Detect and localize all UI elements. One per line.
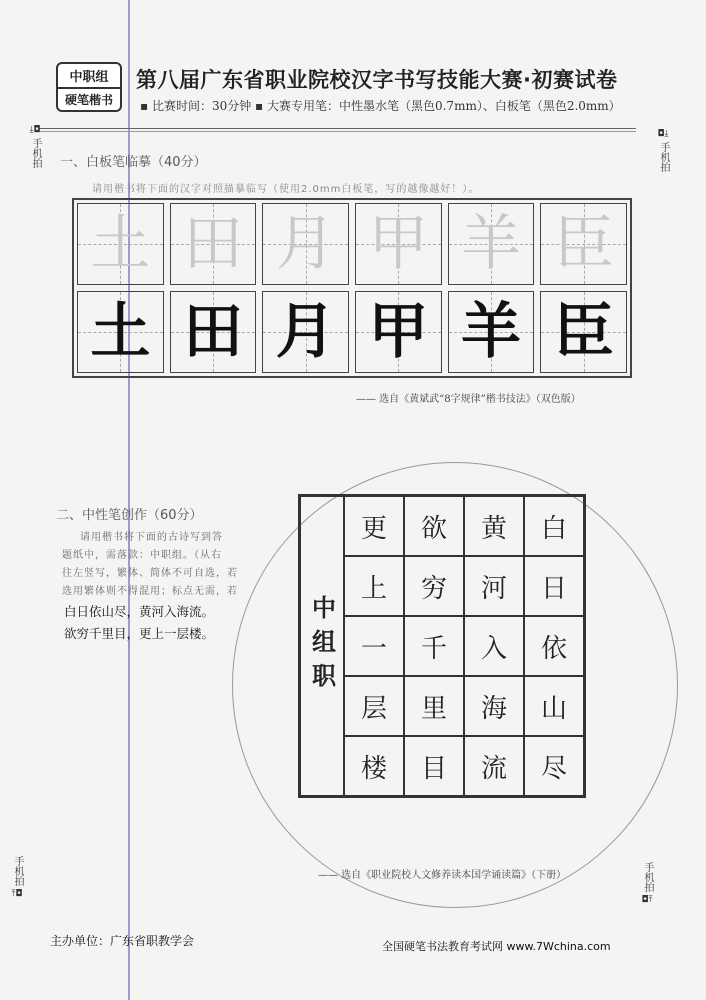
poem-cell: 山 [524, 676, 584, 736]
poem-cell: 楼 [344, 736, 404, 796]
margin-line [128, 0, 130, 1000]
written-cell: 田 [170, 291, 257, 373]
poem-cell: 入 [464, 616, 524, 676]
poem-cell: 河 [464, 556, 524, 616]
written-cell: 臣 [540, 291, 627, 373]
written-cell: 月 [262, 291, 349, 373]
poem-cell: 尽 [524, 736, 584, 796]
side-label-bottom-right: 手机拍 ◘⤒ [641, 862, 653, 905]
poem-cell: 千 [404, 616, 464, 676]
section2-instruction-line: 请用楷书将下面的古诗写到答 [80, 532, 223, 543]
exam-badge [56, 62, 122, 112]
poem-cell: 白 [524, 496, 584, 556]
section1-instruction: 请用楷书将下面的汉字对照描摹临写（使用2.0mm白板笔，写的越像越好！）。 [92, 184, 480, 195]
signature-column: 中组职 [300, 496, 344, 796]
badge-group: 中职组 [58, 64, 120, 89]
header-divider [38, 128, 636, 132]
section2-instruction-line: 往左竖写，繁体、简体不可自选，若 [62, 568, 238, 579]
trace-cell[interactable]: 羊 [448, 203, 535, 285]
poem-cell: 依 [524, 616, 584, 676]
poem-cell: 日 [524, 556, 584, 616]
written-cell: 羊 [448, 291, 535, 373]
trace-cell[interactable]: 田 [170, 203, 257, 285]
poem-cell: 层 [344, 676, 404, 736]
badge-category: 硬笔楷书 [64, 93, 113, 107]
section1-heading: 一、白板笔临摹（40分） [60, 155, 207, 170]
poem-cell: 一 [344, 616, 404, 676]
section2-instruction-line: 题纸中，需落款：中职组。（从右 [62, 550, 222, 561]
trace-cell[interactable]: 甲 [355, 203, 442, 285]
written-cell: 土 [77, 291, 164, 373]
poem-cell: 欲 [404, 496, 464, 556]
poem-cell: 上 [344, 556, 404, 616]
written-cell: 甲 [355, 291, 442, 373]
camera-icon: ◘⤓ [657, 129, 669, 139]
section2-source: —— 选自《职业院校人文修养读本国学诵读篇》（下册） [318, 870, 567, 881]
website: 全国硬笔书法教育考试网 www.7Wchina.com [382, 940, 611, 953]
download-camera-icon: ⤓◘ [29, 125, 41, 135]
poem-cell: 流 [464, 736, 524, 796]
trace-cell[interactable]: 月 [262, 203, 349, 285]
trace-cell[interactable]: 土 [77, 203, 164, 285]
exam-rules: ▪ 比赛时间：30分钟 ▪ 大赛专用笔：中性墨水笔（黑色0.7mm）、白板笔（黑色2.0mm） [140, 99, 621, 113]
poem-grid [298, 494, 586, 798]
section1-source: —— 选自《黄斌武“8字规律”楷书技法》（双色版） [356, 394, 581, 405]
side-label-top-left: ⤓◘ 手机拍 [29, 125, 41, 168]
poem-line: 欲穷千里目，更上一层楼。 [64, 626, 215, 641]
section2-instruction-line: 选用繁体则不得混用；标点无需，若 [62, 586, 238, 597]
poem-cell: 更 [344, 496, 404, 556]
camera-icon: ◘⤒ [641, 895, 653, 905]
poem-cell: 黄 [464, 496, 524, 556]
tracing-grid [72, 198, 632, 378]
poem-cell: 目 [404, 736, 464, 796]
poem-cell: 里 [404, 676, 464, 736]
side-label-top-right: ◘⤓ 手机拍 [657, 129, 669, 172]
camera-icon: ⤒◘ [11, 889, 23, 899]
page-title: 第八届广东省职业院校汉字书写技能大赛·初赛试卷 [136, 68, 618, 92]
poem-cell: 穷 [404, 556, 464, 616]
poem-line: 白日依山尽，黄河入海流。 [64, 604, 215, 619]
trace-cell[interactable]: 臣 [540, 203, 627, 285]
organizer: 主办单位：广东省职教学会 [50, 934, 195, 948]
section2-heading: 二、中性笔创作（60分） [56, 508, 203, 523]
poem-cell: 海 [464, 676, 524, 736]
side-label-bottom-left: 手机拍 ⤒◘ [11, 856, 23, 899]
